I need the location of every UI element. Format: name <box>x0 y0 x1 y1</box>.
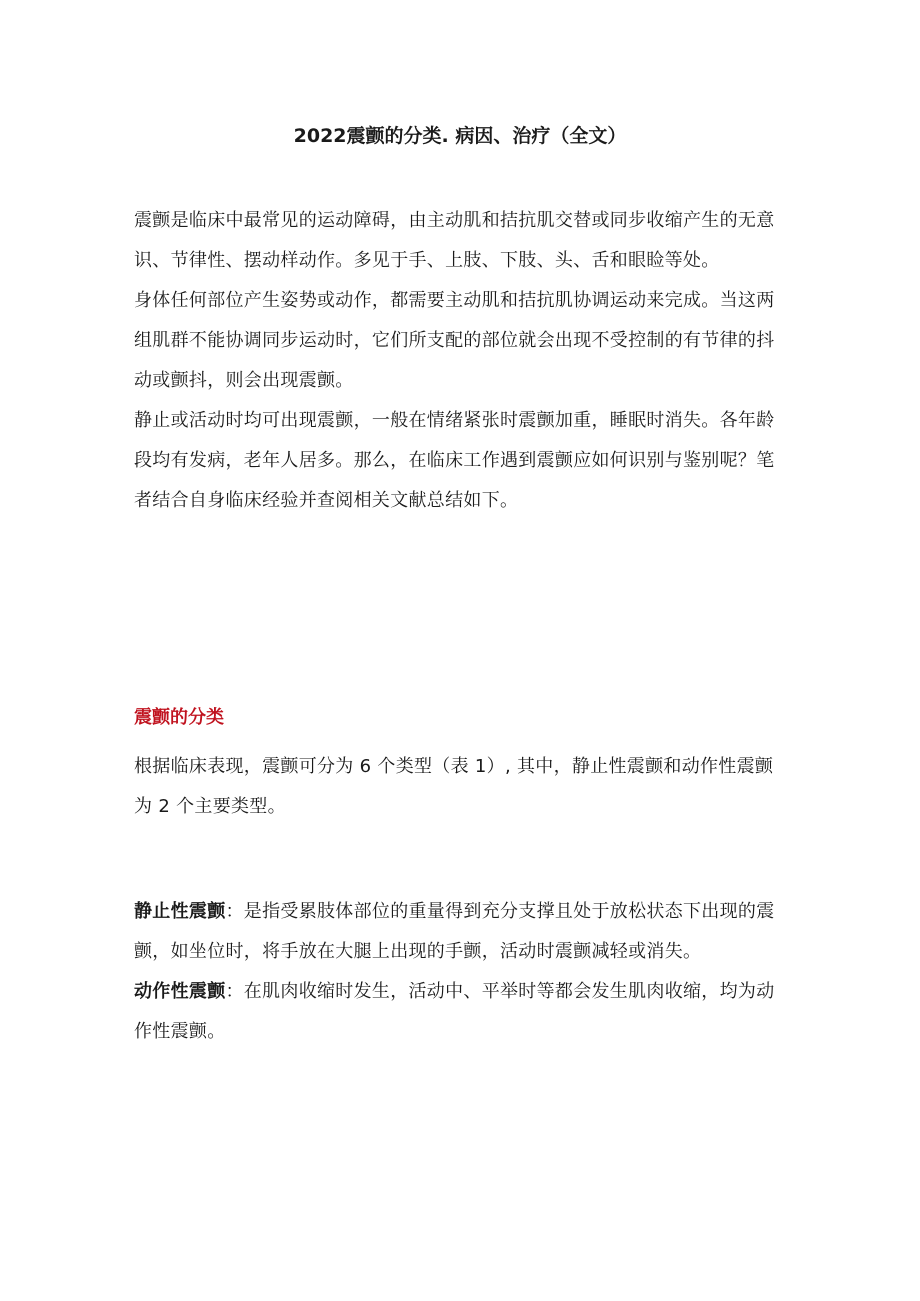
intro-paragraph-1: 震颤是临床中最常见的运动障碍，由主动肌和拮抗肌交替或同步收缩产生的无意识、节律性、摆动样动作。多见于手、上肢、下肢、头、舌和眼睑等处。 <box>134 210 775 271</box>
definition-text: ：是指受累肢体部位的重量得到充分支撑且处于放松状态下出现的震颤，如坐位时，将手放在大腿上出现的手颤，活动时震颤减轻或消失。 <box>134 901 775 962</box>
intro-paragraph-3: 静止或活动时均可出现震颤，一般在情绪紧张时震颤加重，睡眠时消失。各年龄段均有发病，老年人居多。那么，在临床工作遇到震颤应如何识别与鉴别呢？笔者结合自身临床经验并查阅相关文献总结如下。 <box>134 410 775 511</box>
definition-term: 动作性震颤 <box>134 981 226 1002</box>
definition-resting-tremor <box>134 892 790 972</box>
classification-paragraph: 根据临床表现，震颤可分为 6 个类型（表 1）, 其中，静止性震颤和动作性震颤为 2 个主要类型。 <box>134 756 774 817</box>
classification-section-body <box>134 747 790 827</box>
definitions-section <box>134 892 790 1052</box>
definition-text: ：在肌肉收缩时发生，活动中、平举时等都会发生肌肉收缩，均为动作性震颤。 <box>134 981 775 1042</box>
definition-action-tremor <box>134 972 790 1052</box>
intro-section <box>134 201 790 521</box>
section-heading-classification: 震颤的分类 <box>134 707 224 728</box>
intro-paragraph-2: 身体任何部位产生姿势或动作，都需要主动肌和拮抗肌协调运动来完成。当这两组肌群不能协调同步运动时，它们所支配的部位就会出现不受控制的有节律的抖动或颤抖，则会出现震颤。 <box>134 290 775 391</box>
document-title: 2022震颤的分类. 病因、治疗（全文） <box>293 125 627 147</box>
definition-term: 静止性震颤 <box>134 901 226 922</box>
